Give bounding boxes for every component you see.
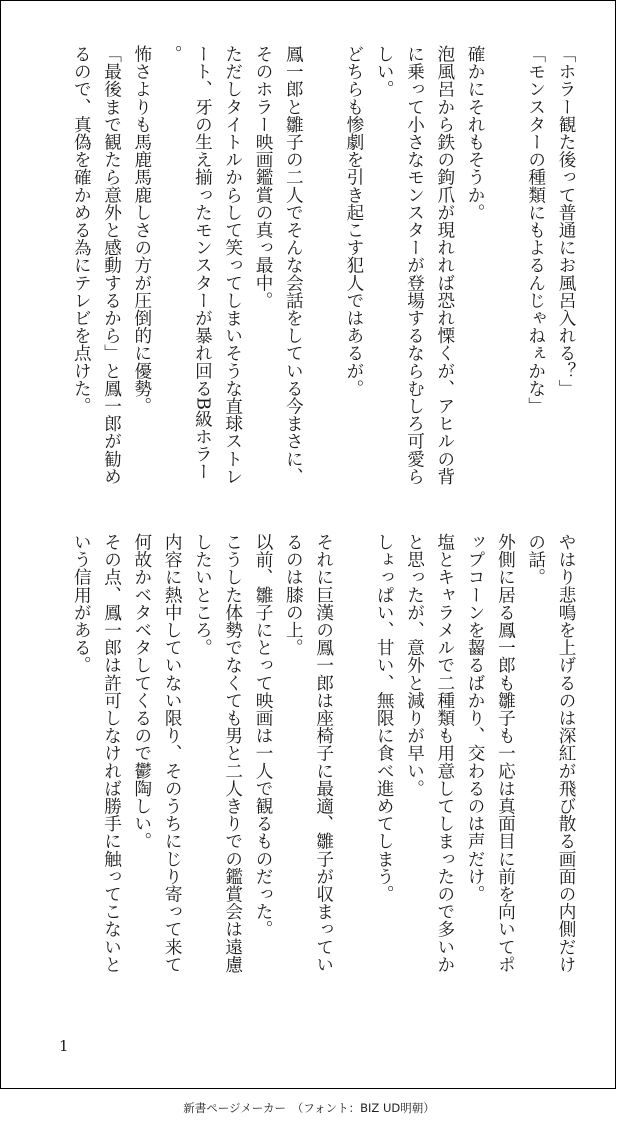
page-number: 1 <box>59 1037 69 1055</box>
text-line: 確かにそれもそうか。 <box>465 45 486 221</box>
text-line: どちらも惨劇を引き起こす犯人ではあるが。 <box>343 45 364 397</box>
text-line: それに巨漢の鳳一郎は座椅子に最適、雛子が収まっているのは膝の上。 <box>283 533 334 973</box>
footer-credit: 新書ページメーカー （フォント：BIZ UD明朝） <box>183 1101 435 1115</box>
blank-line <box>339 533 369 973</box>
blank-line <box>490 45 520 485</box>
text-line: やはり悲鳴を上げるのは深紅が飛び散る画面の内側だけの話。 <box>525 533 576 973</box>
text-line: 外側に居る鳳一郎も雛子も一応は真面目に前を向いてポップコーンを齧るばかり、交わるのは声だけ。 <box>465 533 516 973</box>
text-line: こうした体勢でなくても男と二人きりでの鑑賞会は遠慮したいところ。 <box>192 533 243 973</box>
vertical-text-bottom <box>49 533 581 973</box>
text-line: 塩とキャラメルで二種類も用意してしまったので多いかと思ったが、意外と減りが早い。 <box>404 533 455 973</box>
blank-line <box>308 45 338 485</box>
text-line: 泡風呂から鉄の鉤爪が現れれば恐れ慄くが、アヒルの背に乗って小さなモンスターが登場するならむしろ可愛らしい。 <box>374 45 455 485</box>
vertical-text-top <box>49 45 581 485</box>
text-line: 内容に熱中していない限り、そのうちにじり寄って来て何故かベタベタしてくるので鬱陶しい。 <box>131 533 183 973</box>
text-line: しょっぱい、甘い、無限に食べ進めてしまう。 <box>374 533 395 903</box>
text-line: 以前、雛子にとって映画は一人で観るものだった。 <box>253 533 274 938</box>
text-line: ただしタイトルからして笑ってしまいそうな直球ストレート、牙の生え揃ったモンスターが暴れ回るB級ホラー。 <box>162 45 243 485</box>
text-line: 「最後まで観たら意外と感動するから」と鳳一郎が勧めるので、真偽を確かめる為にテレビを点けた。 <box>71 45 122 485</box>
text-line: 「ホラー観た後って普通にお風呂入れる？」 <box>556 45 576 397</box>
text-line: その点、鳳一郎は許可しなければ勝手に触ってこないという信用がある。 <box>71 533 122 973</box>
text-line: 怖さよりも馬鹿馬鹿しさの方が圧倒的に優勢。 <box>131 45 152 415</box>
text-line: 鳳一郎と雛子の二人でそんな会話をしている今まさに、そのホラー映画鑑賞の真っ最中。 <box>253 45 304 485</box>
text-column-top <box>49 45 581 485</box>
text-column-bottom <box>49 533 581 973</box>
text-line: 「モンスターの種類にもよるんじゃねぇかな」 <box>525 45 546 415</box>
